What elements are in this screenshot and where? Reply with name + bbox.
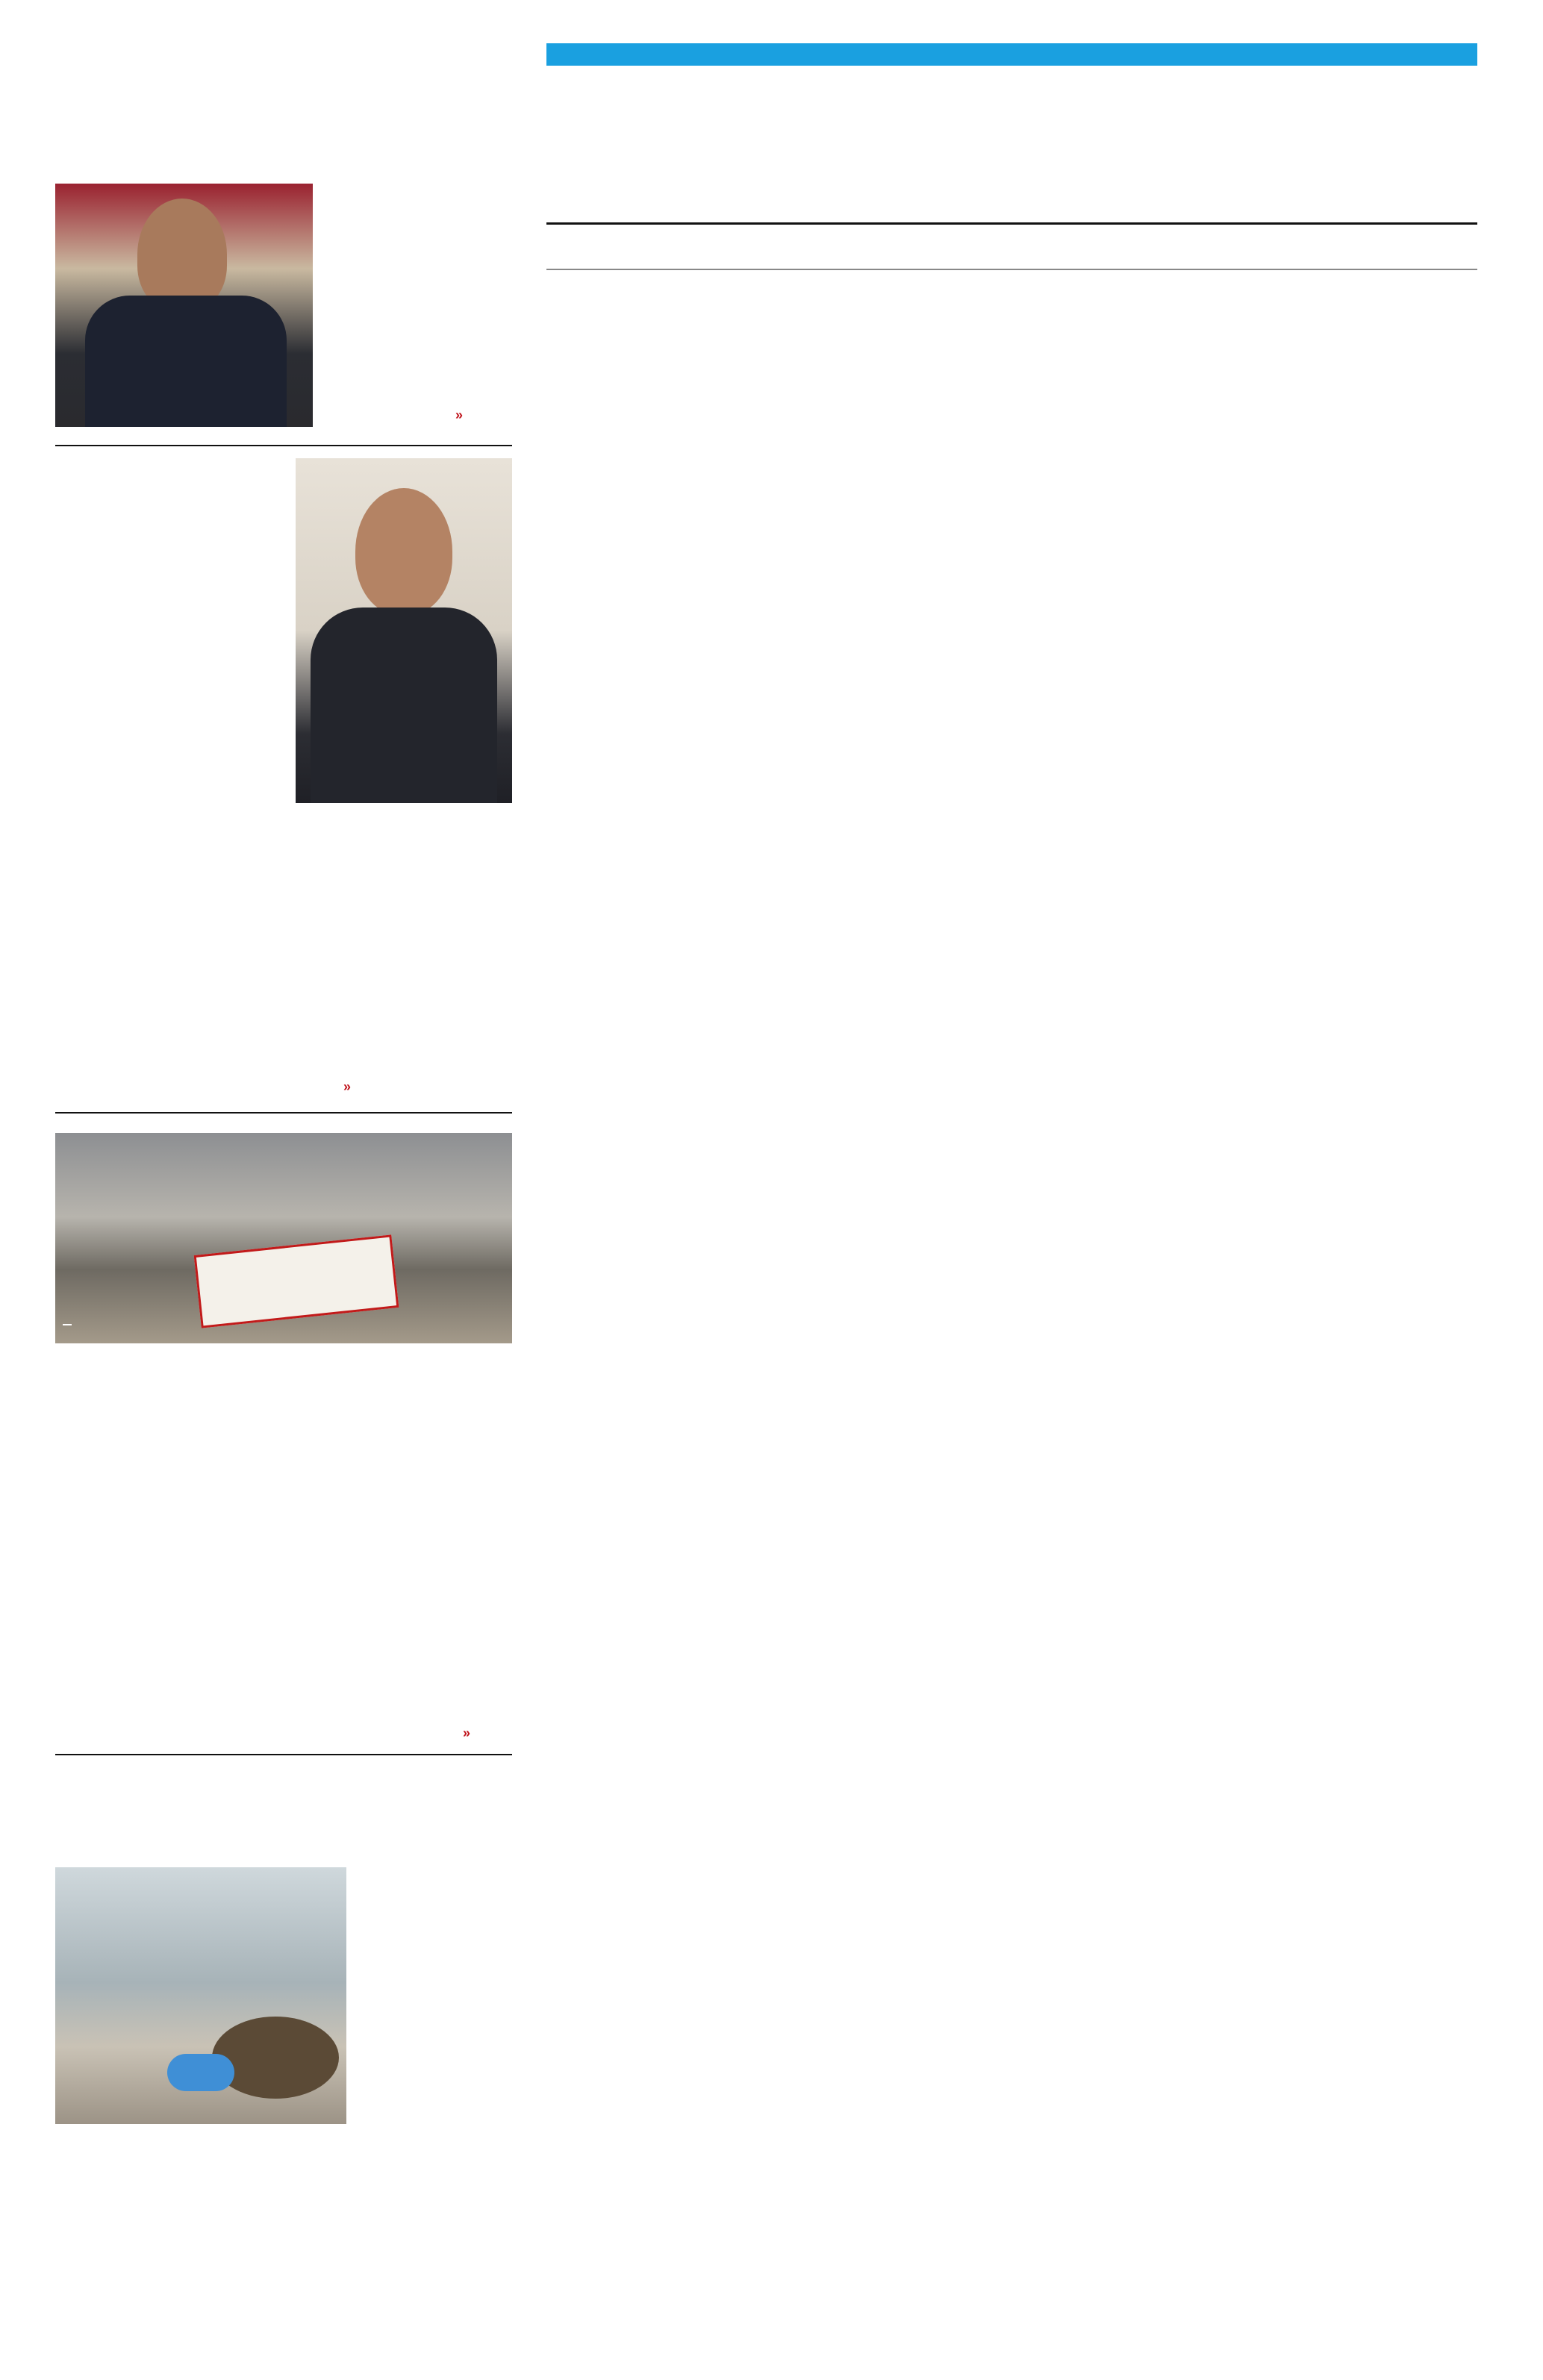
chp-photo <box>55 184 313 427</box>
glove-hand <box>167 2054 234 2091</box>
uzlasma-banner-line <box>196 1237 390 1258</box>
uzlasma-photo-credit <box>63 1324 72 1325</box>
masthead-rule-bottom <box>546 269 1477 270</box>
uzlasma-continue[interactable] <box>463 1725 470 1741</box>
continue-arrow-icon: » <box>463 1725 471 1740</box>
masthead-rule-top <box>546 222 1477 225</box>
uzlasma-photo <box>55 1133 512 1343</box>
uzlasma-divider <box>55 1754 512 1755</box>
masthead-title <box>541 52 1388 224</box>
chp-divider <box>55 445 512 446</box>
continue-arrow-icon: » <box>343 1079 352 1094</box>
elektrik-continue[interactable] <box>343 1079 351 1095</box>
chp-photo-suit <box>85 296 287 427</box>
chp-continue[interactable] <box>455 407 463 423</box>
uzlasma-banner <box>194 1234 399 1328</box>
chp-photo-person <box>137 199 227 310</box>
kizkalesi-photo <box>55 1867 346 2124</box>
continue-arrow-icon: » <box>455 407 464 422</box>
uzlasma-banner-line <box>196 1237 390 1258</box>
elektrik-divider <box>55 1112 512 1114</box>
elektrik-photo-suit <box>311 608 497 803</box>
elektrik-photo-person <box>355 488 452 615</box>
uzlasma-banner-line <box>196 1237 390 1258</box>
elektrik-photo <box>296 458 512 803</box>
uzlasma-banner-line <box>196 1237 390 1258</box>
turtle-shell <box>212 2017 339 2099</box>
